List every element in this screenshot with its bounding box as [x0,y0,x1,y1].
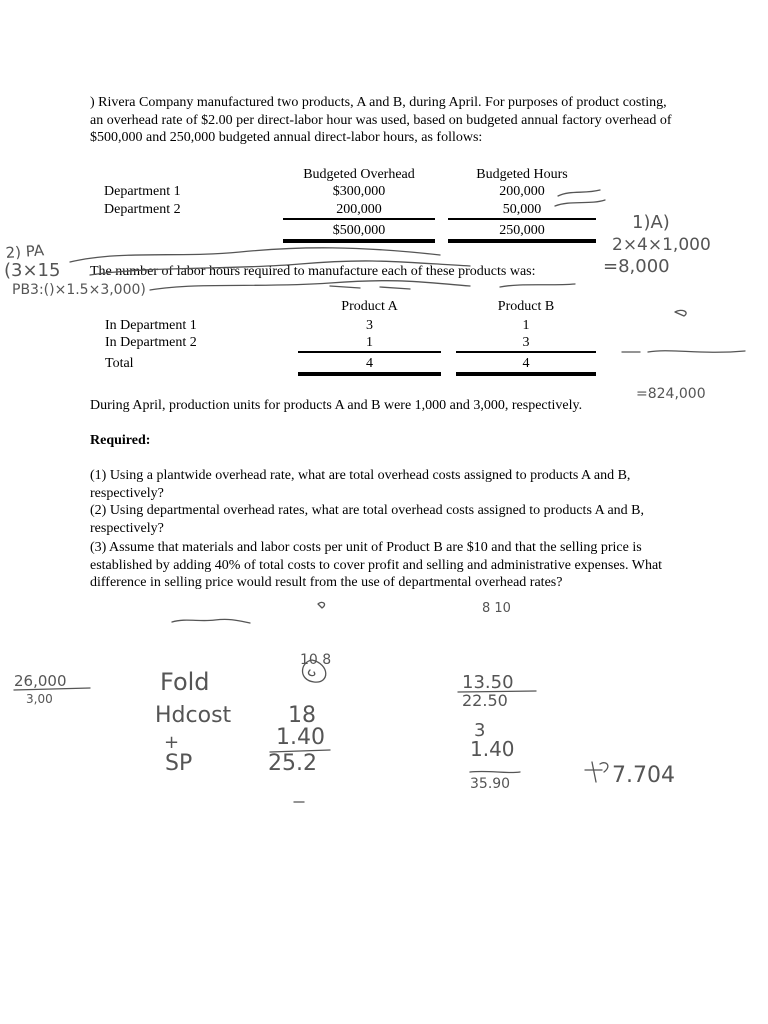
product-b-dept-1: 1 [522,318,530,333]
hw-left-note-1: 2) PA [5,241,45,262]
hw-col3-v1: 13.50 [462,672,514,693]
dept-2-overhead: 200,000 [336,202,382,217]
product-a-dept-1: 3 [366,318,373,333]
hw-col3-v5: 35.90 [470,776,511,792]
header-product-a: Product A [341,299,398,314]
product-b-dept-2: 3 [522,335,530,350]
hw-right-total: =824,000 [636,386,706,402]
hw-margin-right-3: =8,000 [603,256,670,277]
hw-col1-plus: + [164,732,180,753]
row-label-dept-2: Department 2 [104,202,181,217]
hw-col2-v2: 1.40 [276,725,325,750]
hw-left-bottom-1: 26,000 [14,672,67,690]
row-label-total: Total [105,356,134,371]
hw-col2-top: 10 8 [300,652,332,668]
hw-left-bottom-2: 3,00 [26,692,53,706]
product-a-total: 4 [366,356,373,371]
hw-col3-v4: 1.40 [470,737,515,761]
question-1: (1) Using a plantwide overhead rate, what are total overhead costs assigned to products A and B, respectively? [90,468,631,501]
hw-col2-v3: 25.2 [268,751,317,776]
required-label: Required: [90,433,151,448]
handwritten-margin-right [603,212,745,402]
production-note: During April, production units for products A and B were 1,000 and 3,000, respectively. [90,398,583,413]
hw-col3-v2: 22.50 [462,691,508,710]
hw-margin-right-1: 1)A) [632,212,670,233]
handwritten-bottom-work [14,601,675,802]
dept-1-hours: 200,000 [499,184,545,199]
total-hours: 250,000 [499,223,545,238]
hw-final: 7.704 [612,763,675,788]
hw-left-note-2: (3×15 [4,260,61,281]
hw-col1-hdcost: Hdcost [155,703,232,728]
hw-col1-sp: SP [165,751,193,776]
total-overhead: $500,000 [332,223,386,238]
header-budgeted-hours: Budgeted Hours [476,167,568,182]
row-label-dept-1: Department 1 [104,184,181,199]
hw-left-note-3: PB3:()×1.5×3,000) [12,282,146,298]
product-b-total: 4 [522,356,530,371]
product-a-dept-2: 1 [366,335,373,350]
hw-col1-fold: Fold [160,668,210,696]
header-product-b: Product B [497,299,555,314]
hw-scribble-dept [555,190,605,206]
row-label-in-dept-2: In Department 2 [105,335,197,350]
row-label-in-dept-1: In Department 1 [105,318,197,333]
dept-2-hours: 50,000 [502,202,542,217]
hw-col2-v1: 18 [288,703,316,728]
question-2: (2) Using departmental overhead rates, what are total overhead costs assigned to products A and B, respectively? [90,503,645,536]
hw-col3-top: 8 10 [482,601,511,616]
hw-margin-right-2: 2×4×1,000 [612,235,711,255]
dept-1-overhead: $300,000 [332,184,386,199]
handwritten-scribble-left [4,241,575,298]
hw-col3-v3: 3 [474,720,486,741]
header-budgeted-overhead: Budgeted Overhead [303,167,415,182]
labor-intro: The number of labor hours required to manufacture each of these products was: [90,264,536,279]
question-3: (3) Assume that materials and labor costs per unit of Product B are $10 and that the selling price is established by adding 40% of total costs to cover profit and selling and administrative expenses. What difference in selling price would result from the use of departmental overhead rates? [90,540,663,590]
problem-intro: ) Rivera Company manufactured two products, A and B, during April. For purposes of product costing, an overhead rate of $2.00 per direct-labor hour was used, based on budgeted annual factory overhead of $500,000 and 250,000 budgeted annual direct-labor hours, as follows: [90,95,672,145]
